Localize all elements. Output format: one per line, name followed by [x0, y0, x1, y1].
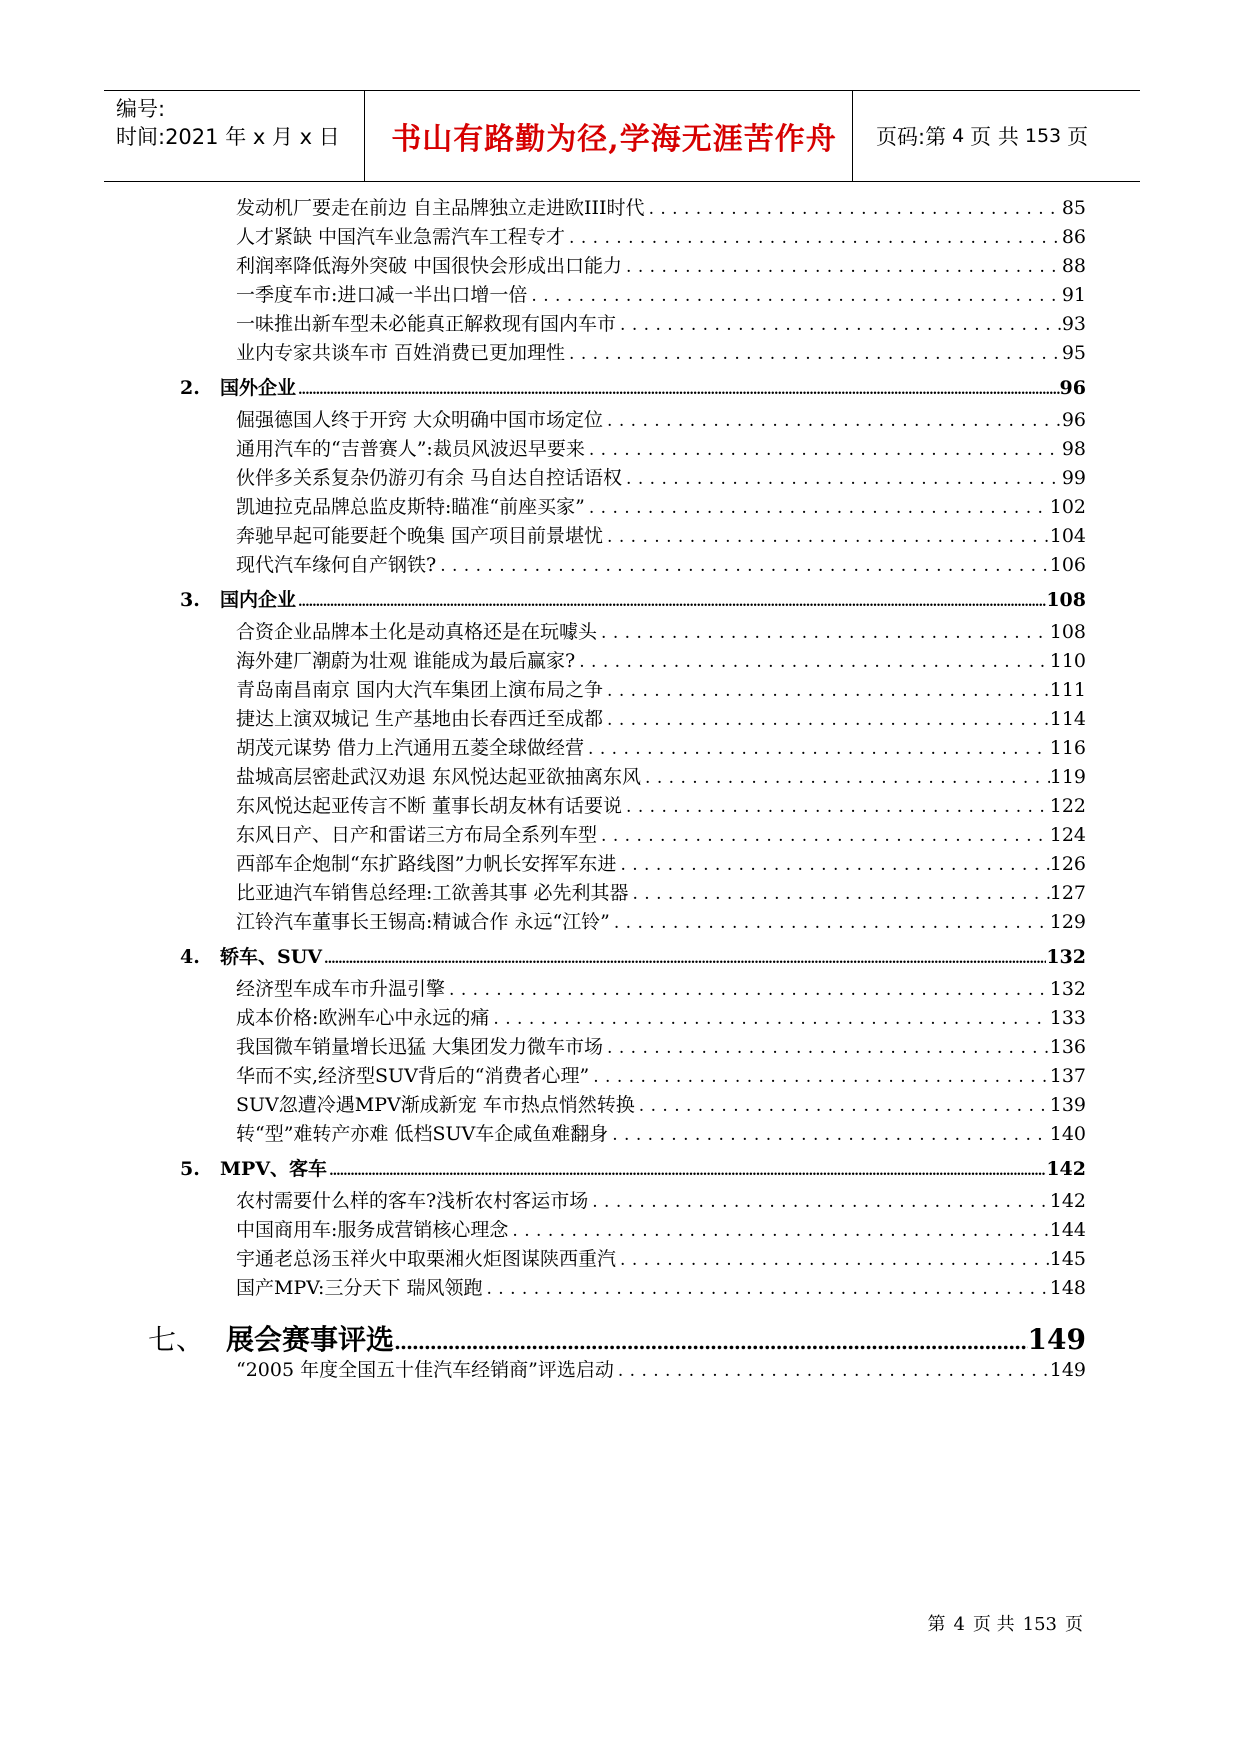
toc-title: 中国商用车:服务成营销核心理念	[236, 1219, 509, 1241]
toc-page-number: 148	[1049, 1277, 1086, 1299]
toc-number: 七、	[148, 1323, 205, 1356]
toc-leader-dots	[565, 344, 1062, 364]
toc-title: 西部车企炮制“东扩路线图”力帆长安挥军东进	[236, 853, 617, 875]
toc-page-number: 111	[1049, 679, 1086, 701]
toc-page-number: 139	[1049, 1094, 1086, 1116]
toc-title: 利润率降低海外突破 中国很快会形成出口能力	[236, 255, 623, 277]
toc-title: 胡茂元谋势 借力上汽通用五菱全球做经营	[236, 737, 585, 759]
number-label: 编号:	[116, 97, 166, 121]
toc-leader-dots	[641, 768, 1050, 788]
toc-page-number: 110	[1049, 650, 1086, 672]
toc-title: 倔强德国人终于开窍 大众明确中国市场定位	[236, 409, 604, 431]
toc-page-number: 149	[1049, 1359, 1086, 1381]
page-number: 4	[952, 125, 965, 147]
toc-title: 比亚迪汽车销售总经理:工欲善其事 必先利其器	[236, 882, 629, 904]
footer-mid: 页 共	[972, 1614, 1015, 1635]
toc-entry[interactable]	[236, 1119, 1086, 1146]
toc-leader-dots	[603, 1038, 1050, 1058]
toc-entry[interactable]	[236, 1061, 1086, 1088]
toc-leader-dots	[575, 652, 1050, 672]
toc-page-number: 149	[1027, 1323, 1086, 1356]
toc-entry[interactable]	[236, 222, 1086, 249]
header-page-counter	[864, 91, 1140, 181]
toc-entry[interactable]	[236, 463, 1086, 490]
toc-entry[interactable]	[236, 646, 1086, 673]
toc-page-number: 142	[1046, 1158, 1086, 1180]
toc-leader-dots	[622, 797, 1050, 817]
toc-entry[interactable]	[236, 907, 1086, 934]
toc-section[interactable]	[180, 1154, 1086, 1181]
toc-leader-dots	[585, 440, 1062, 460]
toc-title: 我国微车销量增长迅猛 大集团发力微车市场	[236, 1036, 604, 1058]
toc-title: 国产MPV:三分天下 瑞风领跑	[236, 1277, 483, 1299]
toc-leader-dots	[608, 1125, 1050, 1145]
toc-title: 华而不实,经济型SUV背后的“消费者心理”	[236, 1065, 590, 1087]
toc-title: 一味推出新车型未必能真正解救现有国内车市	[236, 313, 617, 335]
toc-leader-dots	[610, 913, 1050, 933]
toc-page-number: 142	[1049, 1190, 1086, 1212]
toc-leader-dots	[628, 884, 1049, 904]
toc-title: “2005 年度全国五十佳汽车经销商”评选启动	[236, 1359, 614, 1381]
toc-leader-dots	[394, 1330, 1028, 1354]
toc-entry[interactable]	[236, 405, 1086, 432]
footer-page-number: 4	[953, 1614, 965, 1635]
toc-title: 合资企业品牌本土化是动真格还是在玩噱头	[236, 621, 598, 643]
header-divider	[364, 91, 365, 181]
toc-leader-dots	[565, 228, 1062, 248]
toc-title: 国外企业	[220, 377, 297, 399]
toc-leader-dots	[527, 286, 1061, 306]
toc-entry[interactable]	[236, 1215, 1086, 1242]
page-mid: 页 共	[970, 125, 1019, 149]
toc-page-number: 124	[1049, 824, 1086, 846]
toc-entry[interactable]	[236, 251, 1086, 278]
toc-title: 盐城高层密赴武汉劝退 东风悦达起亚欲抽离东风	[236, 766, 642, 788]
toc-title: 江铃汽车董事长王锡高:精诚合作 永远“江铃”	[236, 911, 610, 933]
toc-leader-dots	[622, 257, 1062, 277]
toc-number: 3.	[180, 589, 200, 611]
toc-leader-dots	[597, 826, 1050, 846]
toc-page-number: 88	[1061, 255, 1086, 277]
toc-page-number: 95	[1061, 342, 1086, 364]
toc-title: 伙伴多关系复杂仍游刃有余 马自达自控话语权	[236, 467, 623, 489]
toc-title: 国内企业	[220, 589, 297, 611]
toc-leader-dots	[616, 315, 1062, 335]
toc-leader-dots	[322, 952, 1046, 967]
toc-entry[interactable]	[236, 974, 1086, 1001]
toc-title: 通用汽车的“吉普赛人”:裁员风波迟早要来	[236, 438, 585, 460]
toc-leader-dots	[603, 411, 1062, 431]
toc-title: 奔驰早起可能要赶个晚集 国产项目前景堪忧	[236, 525, 604, 547]
toc-leader-dots	[616, 1250, 1050, 1270]
toc-entry[interactable]	[236, 1355, 1086, 1382]
toc-title: 发动机厂要走在前边 自主品牌独立走进欧III时代	[236, 197, 645, 219]
toc-title: 捷达上演双城记 生产基地由长春西迁至成都	[236, 708, 604, 730]
toc-entry[interactable]	[236, 849, 1086, 876]
toc-title: 人才紧缺 中国汽车业急需汽车工程专才	[236, 226, 566, 248]
toc-entry[interactable]	[236, 309, 1086, 336]
toc-entry[interactable]	[236, 762, 1086, 789]
header-motto: 书山有路勤为径,学海无涯苦作舟	[391, 122, 837, 157]
toc-entry[interactable]	[236, 878, 1086, 905]
toc-entry[interactable]	[236, 1186, 1086, 1213]
page-total: 153	[1024, 125, 1062, 147]
toc-page-number: 98	[1061, 438, 1086, 460]
toc-page-number: 91	[1061, 284, 1086, 306]
page-suffix: 页	[1067, 125, 1089, 149]
toc-leader-dots	[445, 980, 1050, 1000]
toc-leader-dots	[489, 1009, 1049, 1029]
toc-entry[interactable]	[236, 338, 1086, 365]
toc-page-number: 144	[1049, 1219, 1086, 1241]
toc-leader-dots	[584, 739, 1050, 759]
footer-prefix: 第	[927, 1614, 946, 1635]
toc-title: 经济型车成车市升温引擎	[236, 978, 446, 1000]
toc-entry[interactable]	[236, 820, 1086, 847]
toc-leader-dots	[508, 1221, 1049, 1241]
toc-page-number: 145	[1049, 1248, 1086, 1270]
toc-leader-dots	[616, 855, 1049, 875]
toc-leader-dots	[585, 498, 1050, 518]
toc-entry[interactable]	[236, 193, 1086, 220]
toc-entry[interactable]	[236, 791, 1086, 818]
toc-page-number: 86	[1061, 226, 1086, 248]
toc-title: MPV、客车	[220, 1158, 328, 1180]
toc-entry[interactable]	[236, 1003, 1086, 1030]
toc-page-number: 93	[1061, 313, 1086, 335]
toc-section[interactable]	[180, 373, 1086, 400]
page-header	[104, 90, 1140, 182]
toc-page-number: 132	[1046, 946, 1086, 968]
toc-entry[interactable]	[236, 704, 1086, 731]
toc-page-number: 129	[1049, 911, 1086, 933]
toc-leader-dots	[614, 1361, 1050, 1381]
header-meta	[116, 95, 366, 151]
toc-title: 农村需要什么样的客车?浅析农村客运市场	[236, 1190, 589, 1212]
toc-page-number: 108	[1046, 589, 1086, 611]
toc-number: 5.	[180, 1158, 200, 1180]
toc-title: 业内专家共谈车市 百姓消费已更加理性	[236, 342, 566, 364]
toc-title: 成本价格:欧洲车心中永远的痛	[236, 1007, 490, 1029]
header-divider	[852, 91, 853, 181]
toc-page-number: 108	[1049, 621, 1086, 643]
toc-page-number: 132	[1049, 978, 1086, 1000]
toc-chapter[interactable]	[148, 1318, 1086, 1358]
toc-leader-dots	[296, 595, 1046, 610]
toc-leader-dots	[622, 469, 1062, 489]
footer-page-total: 153	[1022, 1614, 1057, 1635]
toc-page-number: 136	[1049, 1036, 1086, 1058]
toc-leader-dots	[483, 1279, 1050, 1299]
toc-entry[interactable]	[236, 434, 1086, 461]
toc-page-number: 133	[1049, 1007, 1086, 1029]
toc-entry[interactable]	[236, 1032, 1086, 1059]
toc-leader-dots	[296, 383, 1060, 398]
toc-title: 青岛南昌南京 国内大汽车集团上演布局之争	[236, 679, 604, 701]
toc-leader-dots	[635, 1096, 1050, 1116]
toc-title: 海外建厂潮蔚为壮观 谁能成为最后赢家?	[236, 650, 576, 672]
toc-entry[interactable]	[236, 733, 1086, 760]
toc-leader-dots	[603, 527, 1050, 547]
toc-page-number: 127	[1049, 882, 1086, 904]
toc-leader-dots	[603, 710, 1050, 730]
toc-page-number: 85	[1061, 197, 1086, 219]
toc-page-number: 137	[1049, 1065, 1086, 1087]
toc-leader-dots	[327, 1164, 1046, 1179]
toc-title: 一季度车市:进口减一半出口增一倍	[236, 284, 528, 306]
toc-title: 东风悦达起亚传言不断 董事长胡友林有话要说	[236, 795, 623, 817]
toc-title: SUV忽遭冷遇MPV渐成新宠 车市热点悄然转换	[236, 1094, 635, 1116]
toc-leader-dots	[588, 1192, 1050, 1212]
toc-title: 展会赛事评选	[226, 1323, 395, 1356]
toc-page-number: 96	[1061, 409, 1086, 431]
toc-entry[interactable]	[236, 1090, 1086, 1117]
toc-page-number: 96	[1059, 377, 1086, 399]
toc-number: 4.	[180, 946, 200, 968]
toc-page-number: 102	[1049, 496, 1086, 518]
toc-section[interactable]	[180, 585, 1086, 612]
page-prefix: 页码:第	[876, 125, 947, 149]
toc-entry[interactable]	[236, 550, 1086, 577]
footer-suffix: 页	[1065, 1614, 1083, 1635]
toc-leader-dots	[597, 623, 1050, 643]
toc-title: 凯迪拉克品牌总监皮斯特:瞄准“前座买家”	[236, 496, 585, 518]
toc-page-number: 104	[1049, 525, 1086, 547]
toc-title: 东风日产、日产和雷诺三方布局全系列车型	[236, 824, 598, 846]
toc-page-number: 140	[1049, 1123, 1086, 1145]
toc-page-number: 116	[1049, 737, 1086, 759]
toc-title: 转“型”难转产亦难 低档SUV车企咸鱼难翻身	[236, 1123, 609, 1145]
toc-entry[interactable]	[236, 521, 1086, 548]
toc-page-number: 106	[1049, 554, 1086, 576]
toc-title: 现代汽车缘何自产钢铁?	[236, 554, 437, 576]
toc-section[interactable]	[180, 942, 1086, 969]
toc-page-number: 114	[1049, 708, 1086, 730]
page-footer	[923, 1610, 1087, 1636]
toc-leader-dots	[589, 1067, 1050, 1087]
toc-entry[interactable]	[236, 492, 1086, 519]
toc-leader-dots	[603, 681, 1050, 701]
toc-entry[interactable]	[236, 1273, 1086, 1300]
toc-leader-dots	[645, 199, 1062, 219]
toc-page-number: 119	[1049, 766, 1086, 788]
toc-entry[interactable]	[236, 280, 1086, 307]
toc-entry[interactable]	[236, 1244, 1086, 1271]
toc-leader-dots	[436, 556, 1050, 576]
toc-page-number: 122	[1049, 795, 1086, 817]
toc-number: 2.	[180, 377, 200, 399]
toc-entry[interactable]	[236, 675, 1086, 702]
toc-title: 宇通老总汤玉祥火中取栗湘火炬图谋陕西重汽	[236, 1248, 617, 1270]
toc-page-number: 99	[1061, 467, 1086, 489]
time-label: 时间:2021 年 x 月 x 日	[116, 125, 340, 149]
toc-page-number: 126	[1049, 853, 1086, 875]
toc-title: 轿车、SUV	[220, 946, 323, 968]
toc-entry[interactable]	[236, 617, 1086, 644]
